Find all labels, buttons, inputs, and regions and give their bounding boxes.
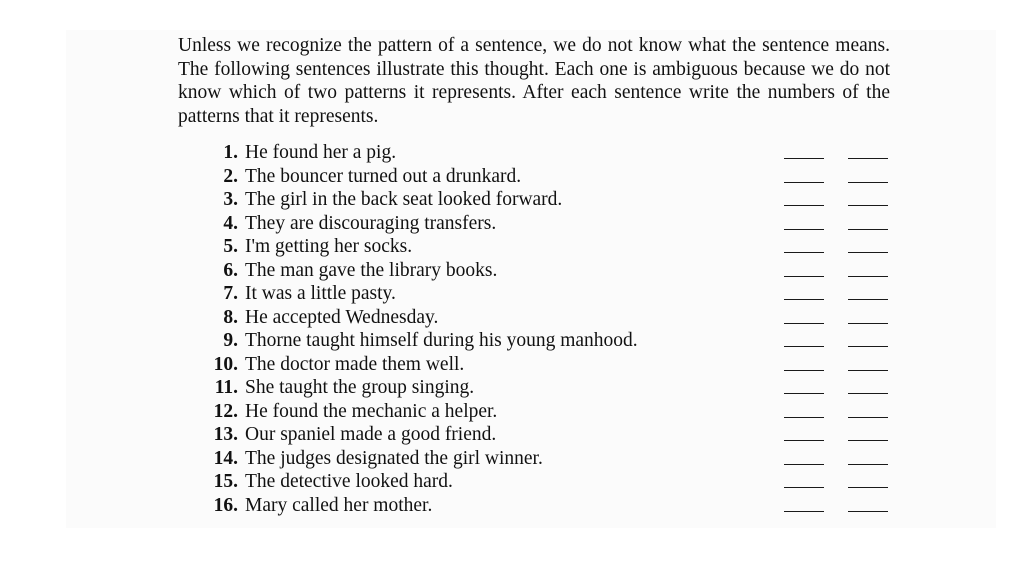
answer-blank-2[interactable] <box>848 299 888 300</box>
item-sentence: Mary called her mother. <box>245 494 433 516</box>
item-sentence: He accepted Wednesday. <box>245 306 439 328</box>
item-number: 6. <box>223 259 238 281</box>
answer-blank-1[interactable] <box>784 487 824 488</box>
list-item <box>178 423 893 447</box>
answer-blank-1[interactable] <box>784 440 824 441</box>
list-item <box>178 235 893 259</box>
list-item <box>178 470 893 494</box>
item-sentence: The doctor made them well. <box>245 353 465 375</box>
item-number: 4. <box>223 212 238 234</box>
list-item <box>178 400 893 424</box>
list-item <box>178 141 893 165</box>
answer-blank-2[interactable] <box>848 417 888 418</box>
item-sentence: She taught the group singing. <box>245 377 475 398</box>
answer-blank-2[interactable] <box>848 205 888 206</box>
list-item <box>178 282 893 306</box>
answer-blank-2[interactable] <box>848 158 888 159</box>
answer-blank-2[interactable] <box>848 323 888 324</box>
list-item <box>178 188 893 212</box>
answer-blank-2[interactable] <box>848 511 888 512</box>
answer-blank-2[interactable] <box>848 370 888 371</box>
answer-blank-2[interactable] <box>848 440 888 441</box>
item-sentence: The detective looked hard. <box>245 471 453 492</box>
answer-blank-1[interactable] <box>784 182 824 183</box>
item-number: 12. <box>213 400 238 422</box>
item-number: 13. <box>213 424 238 445</box>
answer-blank-1[interactable] <box>784 252 824 253</box>
item-number: 10. <box>213 353 238 375</box>
item-sentence: Our spaniel made a good friend. <box>245 424 497 445</box>
item-number: 9. <box>223 330 238 351</box>
answer-blank-1[interactable] <box>784 346 824 347</box>
list-item <box>178 306 893 330</box>
item-sentence: I'm getting her socks. <box>245 236 413 257</box>
item-number: 7. <box>223 283 238 304</box>
item-number: 11. <box>214 377 238 398</box>
answer-blank-1[interactable] <box>784 511 824 512</box>
answer-blank-1[interactable] <box>784 229 824 230</box>
answer-blank-1[interactable] <box>784 323 824 324</box>
sentence-list <box>178 141 893 517</box>
item-number: 1. <box>223 142 238 163</box>
answer-blank-1[interactable] <box>784 417 824 418</box>
item-number: 16. <box>213 494 238 516</box>
item-number: 3. <box>223 189 238 210</box>
item-sentence: The judges designated the girl winner. <box>245 447 543 469</box>
answer-blank-2[interactable] <box>848 346 888 347</box>
answer-blank-1[interactable] <box>784 370 824 371</box>
answer-blank-2[interactable] <box>848 276 888 277</box>
item-sentence: The man gave the library books. <box>245 259 498 281</box>
item-number: 15. <box>213 471 238 492</box>
answer-blank-2[interactable] <box>848 182 888 183</box>
item-sentence: It was a little pasty. <box>245 283 396 304</box>
list-item <box>178 447 893 471</box>
answer-blank-1[interactable] <box>784 464 824 465</box>
list-item <box>178 494 893 518</box>
item-sentence: Thorne taught himself during his young manhood. <box>245 330 638 351</box>
list-item <box>178 376 893 400</box>
list-item <box>178 353 893 377</box>
item-number: 8. <box>223 306 238 328</box>
answer-blank-1[interactable] <box>784 299 824 300</box>
answer-blank-1[interactable] <box>784 158 824 159</box>
list-item <box>178 212 893 236</box>
answer-blank-2[interactable] <box>848 393 888 394</box>
answer-blank-1[interactable] <box>784 276 824 277</box>
list-item <box>178 259 893 283</box>
answer-blank-2[interactable] <box>848 464 888 465</box>
item-number: 5. <box>223 236 238 257</box>
answer-blank-1[interactable] <box>784 393 824 394</box>
item-sentence: He found her a pig. <box>245 142 397 163</box>
item-sentence: They are discouraging transfers. <box>245 212 497 234</box>
answer-blank-1[interactable] <box>784 205 824 206</box>
answer-blank-2[interactable] <box>848 229 888 230</box>
list-item <box>178 329 893 353</box>
answer-blank-2[interactable] <box>848 252 888 253</box>
item-sentence: The bouncer turned out a drunkard. <box>245 165 522 187</box>
instructions-paragraph: Unless we recognize the pattern of a sentence, we do not know what the sentence means. The following sentences illustrate this thought. Each one is ambiguous because we do not know which of two patterns it represents. After each sentence write the numbers of the patterns that it represents. <box>178 35 890 127</box>
item-number: 14. <box>213 447 238 469</box>
list-item <box>178 165 893 189</box>
item-number: 2. <box>223 165 238 187</box>
item-sentence: He found the mechanic a helper. <box>245 400 498 422</box>
answer-blank-2[interactable] <box>848 487 888 488</box>
item-sentence: The girl in the back seat looked forward. <box>245 189 563 210</box>
